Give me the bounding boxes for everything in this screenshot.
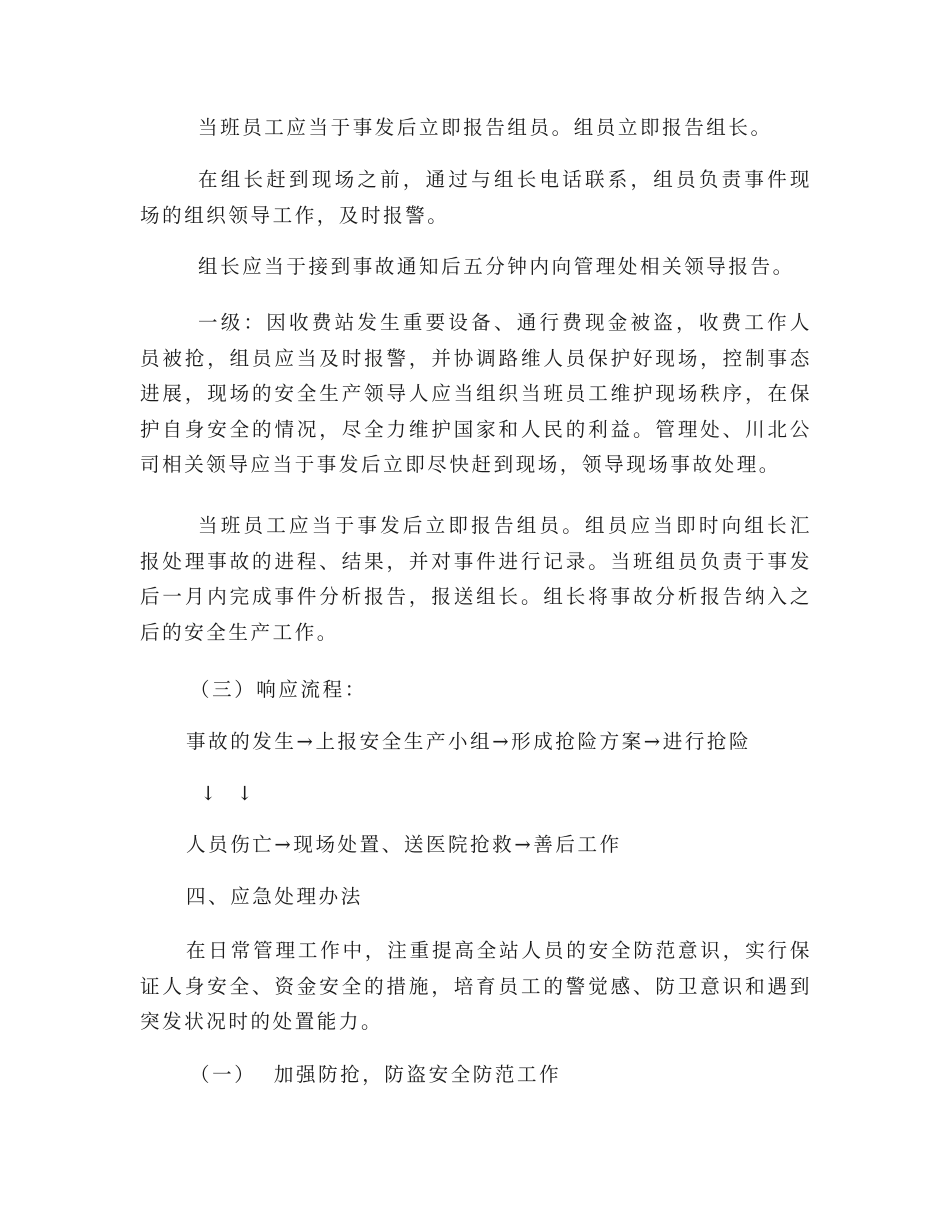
heading-section-four: 四、应急处理办法 [186,885,363,908]
flow-line-main: 事故的发生→上报安全生产小组→形成抢险方案→进行抢险 [186,730,752,753]
flow-down-arrows: ↓ ↓ [200,782,256,805]
heading-response-flow: （三）响应流程： [190,678,367,701]
heading-subsection-one: （一） 加强防抢，防盗安全防范工作 [190,1063,562,1086]
paragraph-level-one: 一级：因收费站发生重要设备、通行费现金被盗，收费工作人员被抢，组员应当及时报警，并协调路维人员保护好现场，控制事态进展，现场的安全生产领导人应当组织当班员工维护现场秩序，在保护自身安全的情况，尽全力维护国家和人民的利益。管理处、川北公司相关领导应当于事发后立即尽快赶到现场，领导现场事故处理。 [140,311,812,476]
paragraph-daily-management: 在日常管理工作中，注重提高全站人员的安全防范意识，实行保证人身安全、资金安全的措施，培育员工的警觉感、防卫意识和遇到突发状况时的处置能力。 [140,939,812,1033]
flow-line-casualty: 人员伤亡→现场处置、送医院抢救→善后工作 [186,833,622,856]
paragraph-report-chain: 当班员工应当于事发后立即报告组员。组员立即报告组长。 [198,116,773,139]
paragraph-leader-report: 组长应当于接到事故通知后五分钟内向管理处相关领导报告。 [198,255,795,278]
paragraph-before-leader-arrives: 在组长赶到现场之前，通过与组长电话联系，组员负责事件现场的组织领导工作，及时报警。 [140,168,812,227]
paragraph-incident-record: 当班员工应当于事发后立即报告组员。组员应当即时向组长汇报处理事故的进程、结果，并对事件进行记录。当班组员负责于事发后一月内完成事件分析报告，报送组长。组长将事故分析报告纳入之后的安全生产工作。 [140,514,812,644]
